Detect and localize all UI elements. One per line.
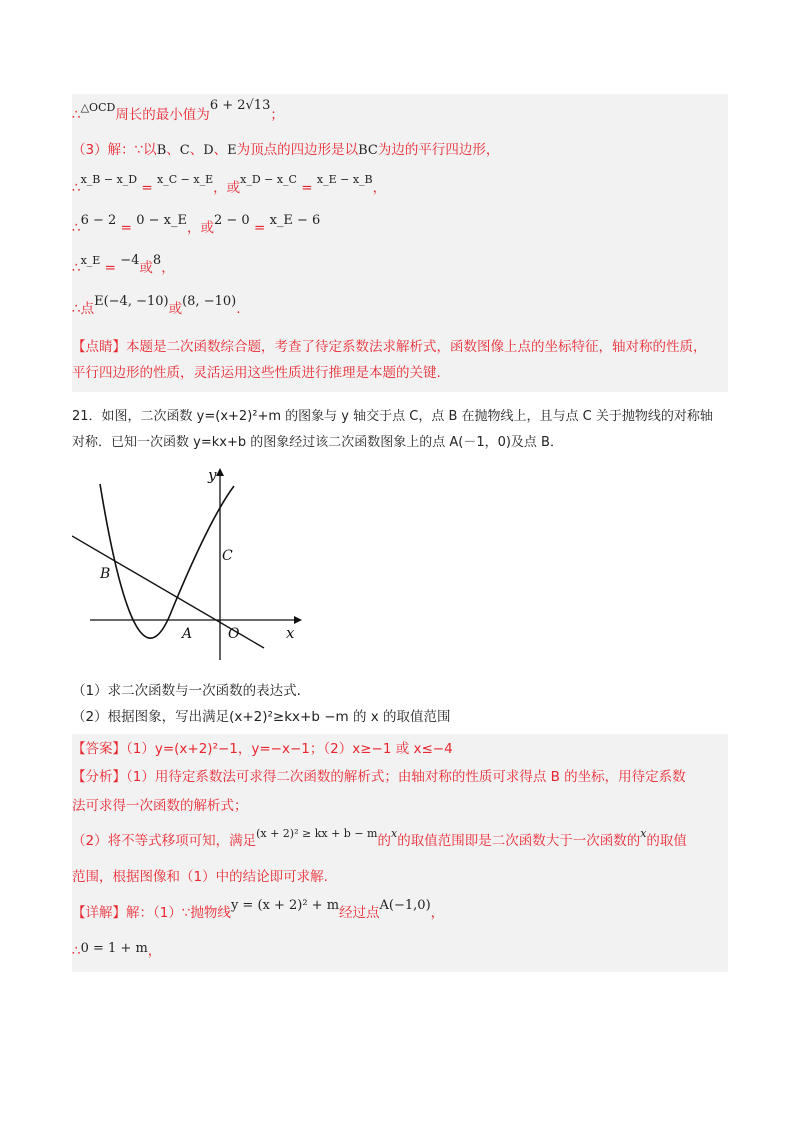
x-axis-arrow (294, 616, 302, 624)
solution-line-6 (72, 288, 728, 330)
math-point-b: B (156, 143, 167, 158)
solution-line-1 (72, 98, 728, 132)
analysis-text: （2）将不等式移项可知，满足 (72, 833, 257, 849)
equals-sign: = (296, 180, 317, 196)
math-var-x: x (640, 827, 647, 840)
answer-tag: 【答案】 (72, 741, 126, 757)
text-parallelogram: 为边的平行四边形， (377, 142, 500, 158)
text-sep-3: 、 (213, 142, 228, 158)
math-equation: 0 = 1 + m (80, 941, 148, 956)
therefore-symbol: ∴ (72, 220, 81, 236)
solution-line-2 (72, 132, 728, 168)
text-comma: ， (147, 943, 162, 959)
math-segment-bc: BC (358, 143, 378, 158)
parabola-curve (100, 484, 234, 638)
math-expr: 0 − x_E (136, 213, 187, 228)
y-axis-arrow (216, 468, 224, 476)
equals-sign: = (249, 220, 270, 236)
text-part3-intro: （3）解：∵以 (72, 142, 157, 158)
text-quadrilateral: 为顶点的四边形是以 (236, 142, 359, 158)
math-min-value: 6 + 2√13 (209, 98, 271, 113)
answer-text: （1）y=(x+2)²−1，y=−x−1；（2）x≥−1 或 x≤−4 (126, 741, 453, 757)
math-point-a: A(−1,0) (379, 898, 431, 913)
detail-text: 解：（1）∵抛物线 (126, 905, 231, 921)
math-expr: 8 (152, 253, 162, 268)
label-a: A (182, 626, 193, 642)
detail-text: 经过点 (339, 905, 380, 921)
detail-line-1 (72, 892, 728, 934)
text-comma: ， (372, 180, 387, 196)
detail-text: ， (430, 905, 445, 921)
analysis-text: （1）用待定系数法可求得二次函数的解析式；由轴对称的性质可求得点 B 的坐标，用待定系数 (126, 769, 686, 785)
therefore-symbol: ∴ (72, 180, 81, 196)
comment-line-2: 平行四边形的性质，灵活运用这些性质进行推理是本题的关键. (72, 365, 441, 381)
detail-tag: 【详解】 (72, 905, 126, 921)
comment-line-1: 【点睛】本题是二次函数综合题，考查了待定系数法求解析式，函数图像上点的坐标特征，轴对称的性质， (72, 339, 707, 355)
math-expr: x_E − x_B (316, 173, 373, 186)
math-expr: x_E (80, 254, 101, 267)
analysis-line-2: 法可求得一次函数的解析式； (72, 798, 248, 814)
label-y: y (208, 466, 217, 484)
solution-line-4 (72, 208, 728, 248)
equals-sign: = (100, 260, 121, 276)
math-point-e: E (227, 143, 237, 158)
solution-band-bottom (72, 734, 728, 972)
analysis-tag: 【分析】 (72, 769, 126, 785)
math-inequality: (x + 2)² ≥ kx + b − m (256, 827, 378, 840)
math-point-e-coord: E(−4, −10) (94, 294, 169, 309)
label-o: O (228, 626, 240, 642)
therefore-symbol: ∴ (72, 943, 81, 959)
math-var-x: x (390, 827, 398, 840)
page (72, 94, 728, 972)
therefore-symbol: ∴ (72, 260, 81, 276)
solution-band-top (72, 94, 728, 392)
math-triangle-ocd: △OCD (80, 101, 116, 114)
graph-figure (72, 464, 312, 664)
math-expr: 6 − 2 (80, 213, 117, 228)
math-expr: x_E − 6 (269, 213, 321, 228)
therefore-symbol: ∴ (72, 107, 81, 123)
text-or: 或 (139, 260, 153, 276)
analysis-line-1 (72, 762, 728, 792)
math-parabola: y = (x + 2)² + m (230, 898, 340, 913)
text-sep-1: 、 (166, 142, 180, 158)
text-comma: ， (161, 260, 175, 276)
math-point-c: C (179, 143, 190, 158)
solution-line-3 (72, 168, 728, 208)
label-x: x (286, 624, 295, 642)
analysis-line-3 (72, 820, 728, 862)
answer-line (72, 736, 728, 762)
question-21 (72, 404, 728, 730)
label-c: C (222, 548, 233, 564)
question-part-2: （2）根据图象，写出满足(x+2)²≥kx+b −m 的 x 的取值范围 (72, 709, 451, 725)
math-expr: x_B − x_D (80, 173, 138, 186)
text-period: . (236, 301, 241, 317)
text-point: ∴点 (72, 301, 95, 317)
math-point-d: D (203, 143, 214, 158)
math-expr: x_D − x_C (240, 173, 297, 186)
math-expr: −4 (120, 253, 140, 268)
equals-sign: = (137, 180, 158, 196)
math-expr: 2 − 0 (213, 213, 250, 228)
analysis-line-4: 范围，根据图像和（1）中的结论即可求解. (72, 869, 328, 885)
analysis-text: 的 (377, 833, 391, 849)
equals-sign: = (116, 220, 137, 236)
text-or: ，或 (186, 220, 214, 236)
analysis-text: 的取值范围即是二次函数大于一次函数的 (397, 833, 641, 849)
text-or: 或 (168, 301, 183, 317)
math-expr: x_C − x_E (157, 173, 214, 186)
text-or: ，或 (213, 180, 241, 196)
text-min-perimeter: 周长的最小值为 (115, 107, 210, 123)
text-semicolon: ； (270, 107, 284, 123)
text-sep-2: 、 (189, 142, 204, 158)
label-b: B (100, 566, 111, 582)
question-line-2: 对称．已知一次函数 y=kx+b 的图象经过该二次函数图象上的点 A(－1，0)及点 B． (72, 435, 563, 450)
question-part-1: （1）求二次函数与一次函数的表达式. (72, 683, 301, 699)
graph-svg (72, 464, 312, 664)
math-point-coord: (8, −10) (182, 294, 237, 309)
analysis-text: 的取值 (646, 833, 687, 849)
detail-line-2 (72, 934, 728, 968)
solution-line-5 (72, 248, 728, 288)
question-line-1: 21．如图，二次函数 y=(x+2)²+m 的图象与 y 轴交于点 C，点 B 在抛物线上，且与点 C 关于抛物线的对称轴 (72, 409, 713, 424)
